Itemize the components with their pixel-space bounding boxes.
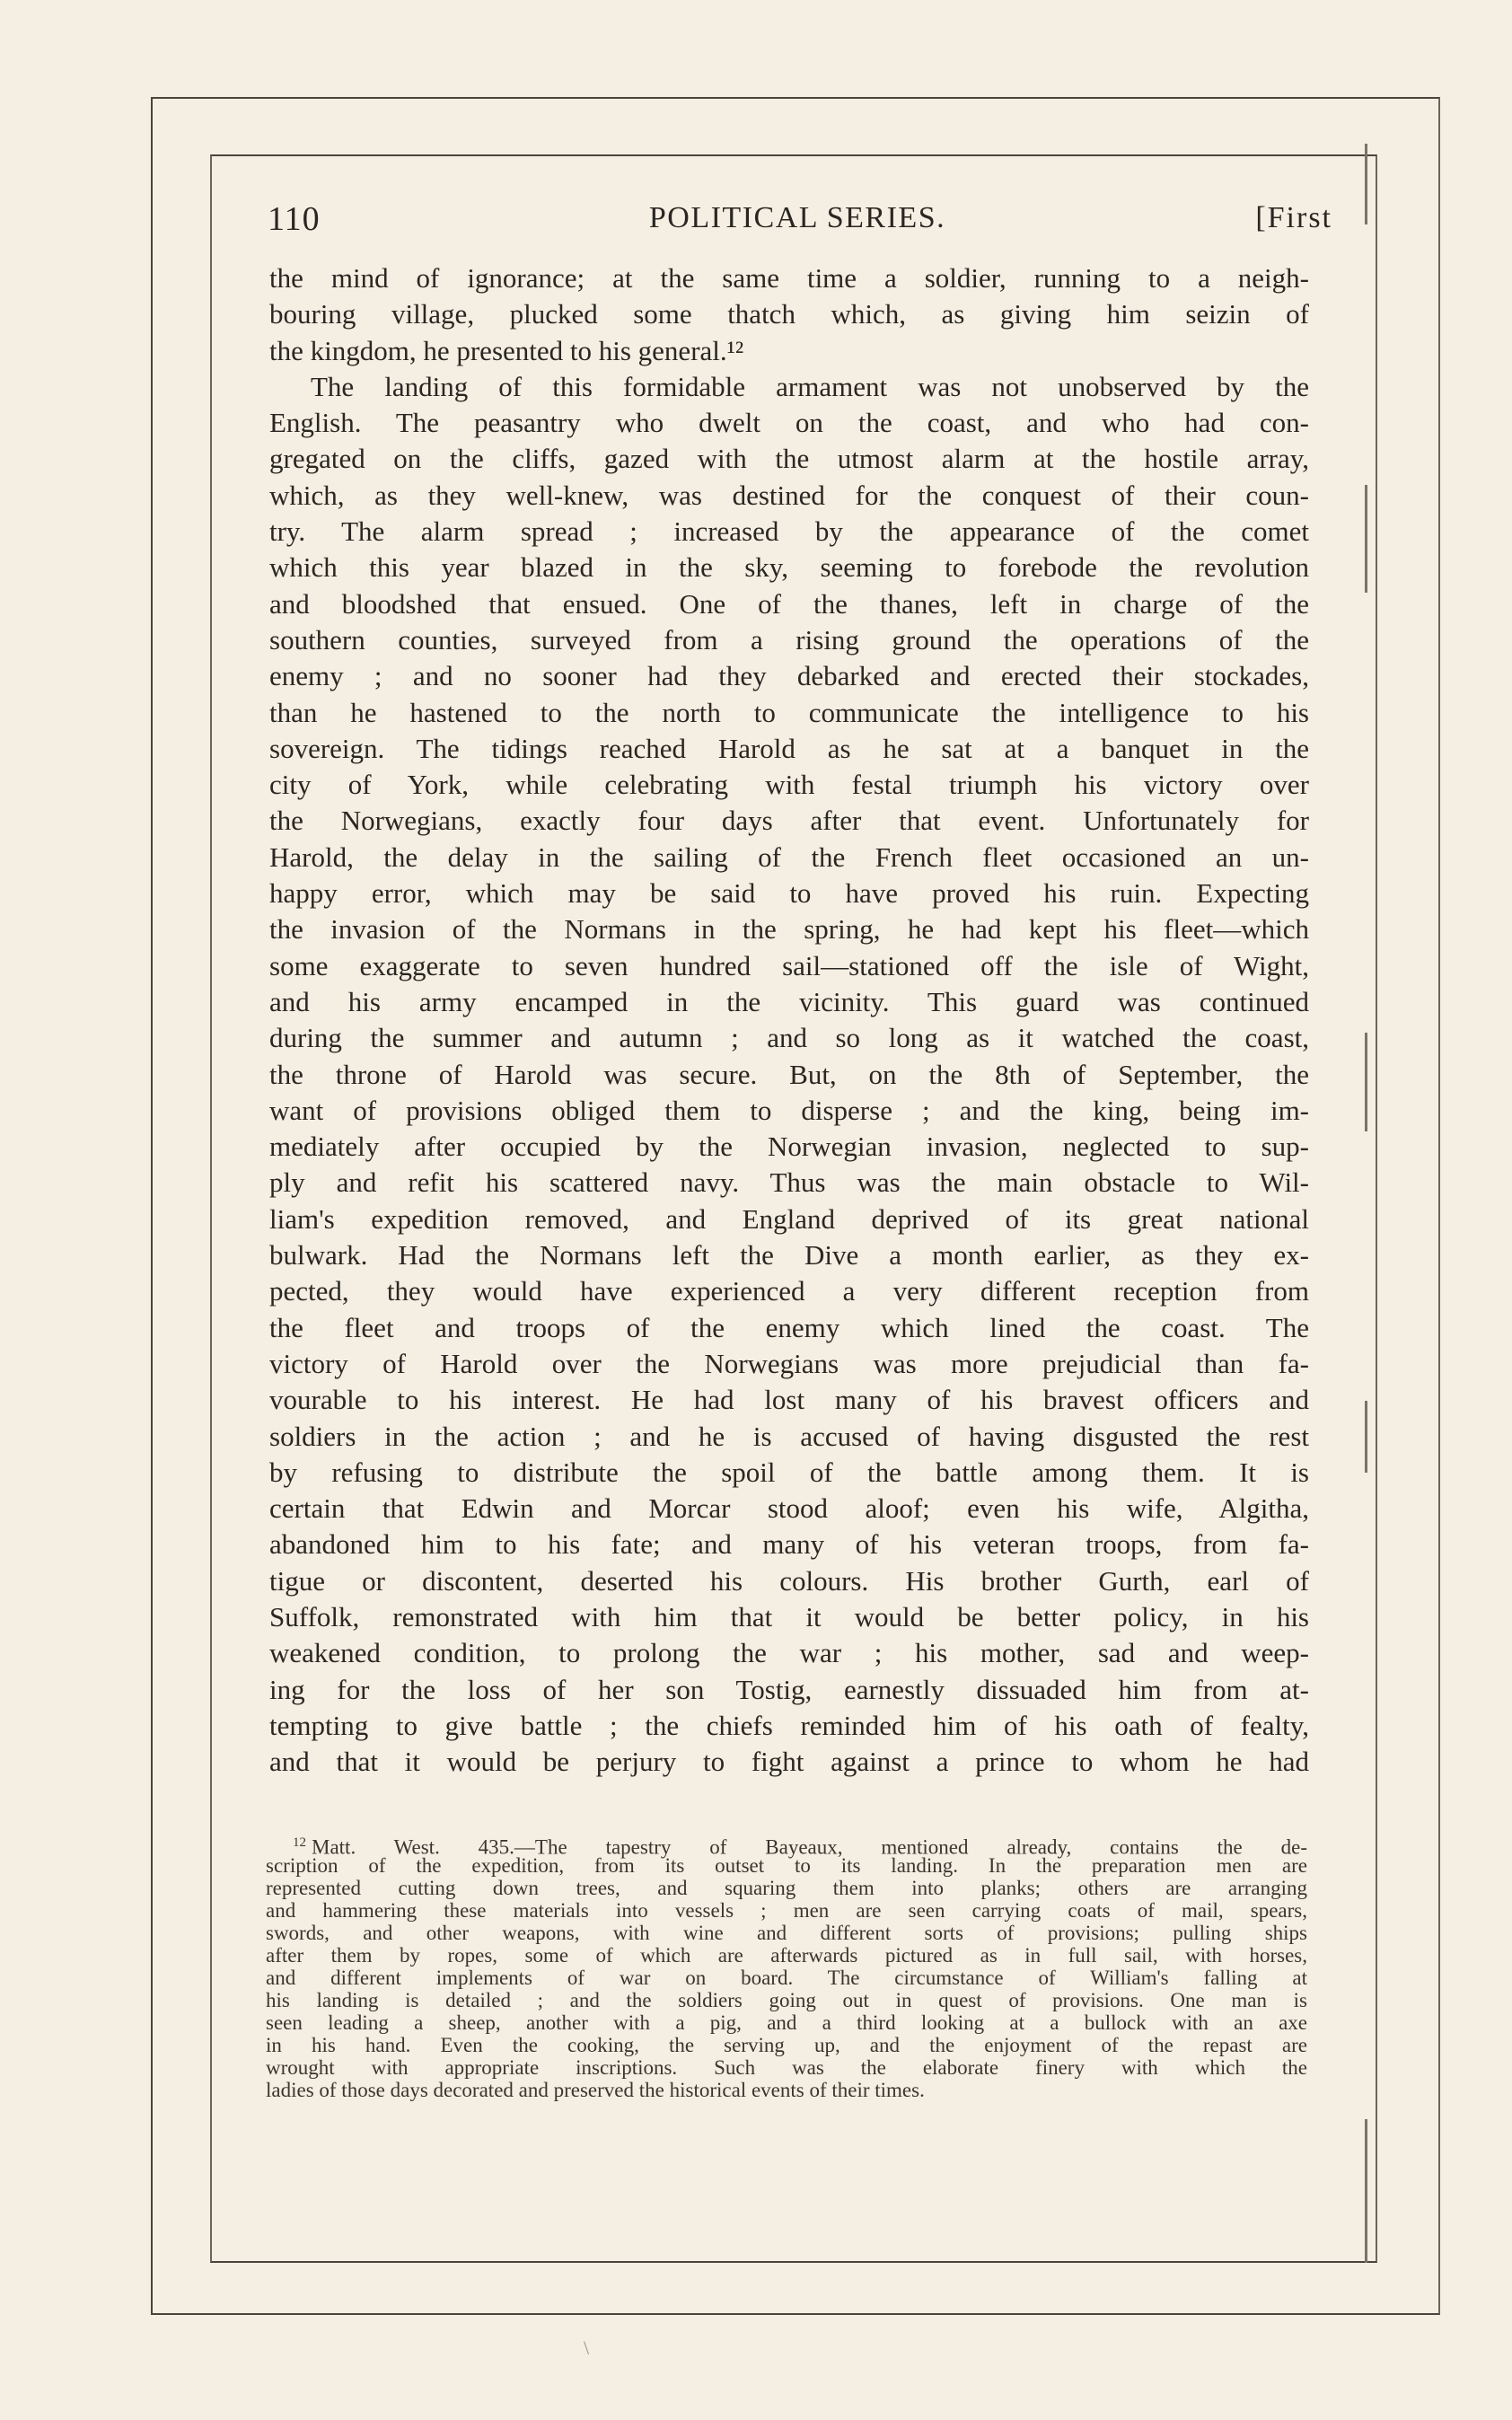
body-line: victory of Harold over the Norwegians was more prejudicial than fa- [269, 1347, 1309, 1379]
footnote-line: in his hand. Even the cooking, the serving up, and the enjoyment of the repast are [266, 2034, 1307, 2056]
body-line: English. The peasantry who dwelt on the coast, and who had con- [269, 407, 1309, 439]
body-line: abandoned him to his fate; and many of his veteran troops, from fa- [269, 1528, 1309, 1561]
body-line: sovereign. The tidings reached Harold as he sat at a banquet in the [269, 732, 1309, 764]
body-line: the throne of Harold was secure. But, on the 8th of September, the [269, 1058, 1309, 1090]
right-edge-rule [1365, 2119, 1367, 2263]
footnote [266, 1832, 1307, 2101]
body-line: which this year blazed in the sky, seeming to forebode the revolution [269, 551, 1309, 584]
footnote-line: ladies of those days decorated and preserved the historical events of their times. [266, 2079, 925, 2101]
body-line: liam's expedition removed, and England deprived of its great national [269, 1202, 1309, 1235]
body-line: ply and refit his scattered navy. Thus was the main obstacle to Wil- [269, 1166, 1309, 1199]
body-line: vourable to his interest. He had lost many of his bravest officers and [269, 1384, 1309, 1416]
body-line: Suffolk, remonstrated with him that it would be better policy, in his [269, 1600, 1309, 1632]
body-line: tigue or discontent, deserted his colours. His brother Gurth, earl of [269, 1564, 1309, 1597]
footnote-line: represented cutting down trees, and squaring them into planks; others are arranging [266, 1877, 1307, 1899]
body-line: enemy ; and no sooner had they debarked and erected their stockades, [269, 660, 1309, 692]
footnote-line: after them by ropes, some of which are afterwards pictured as in full sail, with horses, [266, 1944, 1307, 1967]
body-line: pected, they would have experienced a very different reception from [269, 1275, 1309, 1307]
body-line: ing for the loss of her son Tostig, earnestly dissuaded him from at- [269, 1673, 1309, 1705]
body-line: try. The alarm spread ; increased by the appearance of the comet [269, 515, 1309, 548]
body-line: and bloodshed that ensued. One of the thanes, left in charge of the [269, 587, 1309, 620]
footnote-line: and hammering these materials into vessels ; men are seen carrying coats of mail, spears, [266, 1899, 1307, 1922]
footnote-line-text: Matt. West. 435.—The tapestry of Bayeaux, mentioned already, contains the de- [312, 1835, 1307, 1859]
body-line: The landing of this formidable armament was not unobserved by the [311, 370, 1309, 402]
body-line: some exaggerate to seven hundred sail—stationed off the isle of Wight, [269, 949, 1309, 981]
body-line: soldiers in the action ; and he is accused of having disgusted the rest [269, 1420, 1309, 1452]
footnote-line [266, 1832, 1307, 1859]
body-line: mediately after occupied by the Norwegian invasion, neglected to sup- [269, 1131, 1309, 1163]
right-edge-rule [1365, 144, 1367, 224]
stray-mark: \ [584, 2336, 590, 2359]
body-line: tempting to give battle ; the chiefs reminded him of his oath of fealty, [269, 1709, 1309, 1741]
body-line: the mind of ignorance; at the same time a soldier, running to a neigh- [269, 262, 1309, 294]
body-line: city of York, while celebrating with festal triumph his victory over [269, 769, 1309, 801]
body-line: the fleet and troops of the enemy which lined the coast. The [269, 1311, 1309, 1343]
body-line: the kingdom, he presented to his general.¹² [269, 334, 744, 366]
body-line: weakened condition, to prolong the war ; his mother, sad and weep- [269, 1637, 1309, 1669]
footnote-line: seen leading a sheep, another with a pig, and a third looking at a bullock with an axe [266, 2011, 1307, 2034]
header-right-text: [First [1255, 201, 1332, 234]
body-line: bouring village, plucked some thatch which, as giving him seizin of [269, 298, 1309, 330]
footnote-line: his landing is detailed ; and the soldiers going out in quest of provisions. One man is [266, 1989, 1307, 2011]
body-line: and that it would be perjury to fight against a prince to whom he had [269, 1746, 1309, 1778]
footnote-marker: 12 [293, 1835, 306, 1850]
right-edge-rule [1365, 1033, 1367, 1131]
footnote-line: and different implements of war on board. The circumstance of William's falling at [266, 1967, 1307, 1989]
right-edge-rule [1365, 1401, 1367, 1473]
body-line: the invasion of the Normans in the spring, he had kept his fleet—which [269, 913, 1309, 946]
body-line: happy error, which may be said to have proved his ruin. Expecting [269, 877, 1309, 910]
body-line: and his army encamped in the vicinity. This guard was continued [269, 985, 1309, 1017]
body-text [269, 260, 1309, 1780]
footnote-line: wrought with appropriate inscriptions. Such was the elaborate finery with which the [266, 2056, 1307, 2079]
body-line: bulwark. Had the Normans left the Dive a month earlier, as they ex- [269, 1239, 1309, 1272]
body-line: southern counties, surveyed from a rising ground the operations of the [269, 623, 1309, 656]
right-edge-rule [1365, 485, 1367, 593]
body-line: the Norwegians, exactly four days after that event. Unfortunately for [269, 805, 1309, 837]
body-line: certain that Edwin and Morcar stood aloof; even his wife, Algitha, [269, 1492, 1309, 1525]
body-line: which, as they well-knew, was destined for the conquest of their coun- [269, 479, 1309, 511]
running-title: POLITICAL SERIES. [648, 201, 946, 234]
body-line: during the summer and autumn ; and so long as it watched the coast, [269, 1022, 1309, 1054]
body-line: want of provisions obliged them to disperse ; and the king, being im- [269, 1094, 1309, 1126]
page-header [268, 192, 1332, 242]
page-number: 110 [268, 200, 321, 238]
body-line: than he hastened to the north to communicate the intelligence to his [269, 696, 1309, 728]
body-line: Harold, the delay in the sailing of the French fleet occasioned an un- [269, 840, 1309, 873]
footnote-line: swords, and other weapons, with wine and different sorts of provisions; pulling ships [266, 1922, 1307, 1944]
footnote-line: scription of the expedition, from its outset to its landing. In the preparation men are [266, 1854, 1307, 1877]
body-line: gregated on the cliffs, gazed with the utmost alarm at the hostile array, [269, 443, 1309, 475]
body-line: by refusing to distribute the spoil of the battle among them. It is [269, 1456, 1309, 1488]
